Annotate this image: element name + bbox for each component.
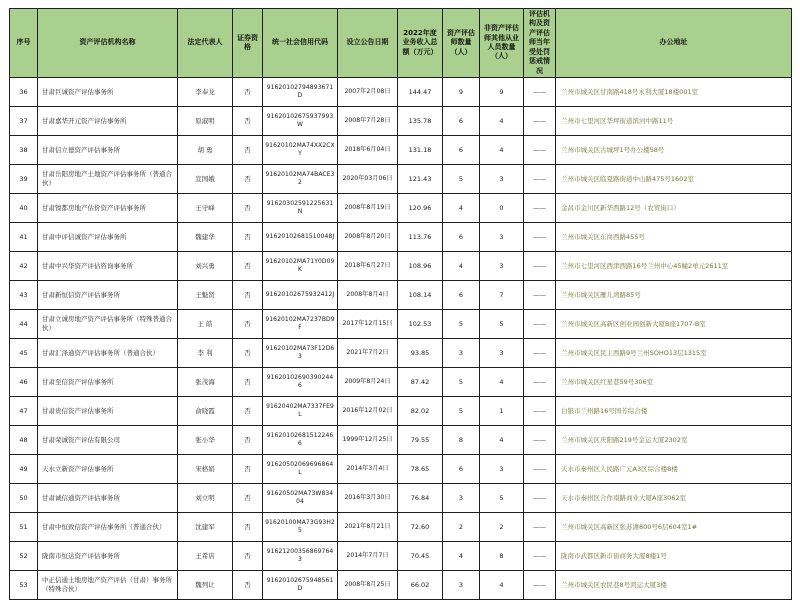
cell-securities: 否 <box>233 339 263 368</box>
cell-securities: 否 <box>233 310 263 339</box>
cell-announce_date: 2016年3月30日 <box>338 484 398 513</box>
cell-other_staff: 3 <box>480 339 524 368</box>
cell-no: 47 <box>10 397 38 426</box>
cell-income_2022: 121.43 <box>398 165 443 194</box>
cell-other_staff: 3 <box>480 223 524 252</box>
valuation-agencies-table <box>9 8 792 600</box>
cell-appraisers: 5 <box>443 165 480 194</box>
cell-legal_rep: 王 皓 <box>178 310 233 339</box>
cell-income_2022: 131.18 <box>398 136 443 165</box>
cell-legal_rep: 宣国娥 <box>178 165 233 194</box>
cell-income_2022: 79.55 <box>398 426 443 455</box>
cell-penalty: —— <box>524 165 556 194</box>
cell-securities: 否 <box>233 455 263 484</box>
cell-other_staff: 2 <box>480 513 524 542</box>
cell-income_2022: 72.60 <box>398 513 443 542</box>
cell-other_staff: 4 <box>480 368 524 397</box>
cell-appraisers: 8 <box>443 426 480 455</box>
cell-no: 42 <box>10 252 38 281</box>
cell-penalty: —— <box>524 571 556 600</box>
table-row <box>10 136 792 165</box>
cell-other_staff: 4 <box>480 426 524 455</box>
cell-name: 甘肃信立德资产评估事务所 <box>38 136 178 165</box>
cell-appraisers: 9 <box>443 78 480 107</box>
cell-appraisers: 3 <box>443 339 480 368</box>
cell-penalty: —— <box>524 281 556 310</box>
table-row <box>10 571 792 600</box>
cell-other_staff: 8 <box>480 542 524 571</box>
cell-legal_rep: 李 利 <box>178 339 233 368</box>
cell-name: 甘肃镍都房地产估价资产评估事务所 <box>38 194 178 223</box>
cell-announce_date: 2020年03月06日 <box>338 165 398 194</box>
table-row <box>10 223 792 252</box>
cell-announce_date: 2017年12月15日 <box>338 310 398 339</box>
cell-announce_date: 2009年8月24日 <box>338 368 398 397</box>
table-row <box>10 426 792 455</box>
cell-penalty: —— <box>524 78 556 107</box>
cell-announce_date: 2018年6月27日 <box>338 252 398 281</box>
cell-other_staff: 5 <box>480 484 524 513</box>
cell-no: 44 <box>10 310 38 339</box>
cell-other_staff: 0 <box>480 194 524 223</box>
cell-address: 兰州市七里河区华坪街道滨河中路11号 <box>556 107 792 136</box>
col-header-name: 资产评估机构名称 <box>38 9 178 78</box>
cell-announce_date: 2014年3月4日 <box>338 455 398 484</box>
cell-penalty: —— <box>524 513 556 542</box>
cell-credit_code: 91620102MA73F12D63 <box>263 339 338 368</box>
cell-credit_code: 916201026903902446 <box>263 368 338 397</box>
cell-name: 陇南市恒达资产评估事务所 <box>38 542 178 571</box>
cell-income_2022: 66.02 <box>398 571 443 600</box>
cell-announce_date: 2016年12月02日 <box>338 397 398 426</box>
cell-announce_date: 2018年6月04日 <box>338 136 398 165</box>
cell-legal_rep: 胡 勇 <box>178 136 233 165</box>
cell-address: 兰州市城关区雁儿湾路85号 <box>556 281 792 310</box>
cell-credit_code: 91620102MA74XX2CXY <box>263 136 338 165</box>
cell-penalty: —— <box>524 455 556 484</box>
cell-announce_date: 2021年7月2日 <box>338 339 398 368</box>
cell-income_2022: 87.42 <box>398 368 443 397</box>
cell-address: 兰州市城关区红星巷59号306室 <box>556 368 792 397</box>
cell-name: 甘肃立诚房地产资产评估事务所（特殊普通合伙） <box>38 310 178 339</box>
cell-no: 46 <box>10 368 38 397</box>
cell-other_staff: 4 <box>480 107 524 136</box>
cell-legal_rep: 宋格娟 <box>178 455 233 484</box>
cell-securities: 否 <box>233 513 263 542</box>
cell-other_staff: 3 <box>480 165 524 194</box>
cell-securities: 否 <box>233 281 263 310</box>
cell-address: 兰州市城关区临夏路街道中山路475号1602室 <box>556 165 792 194</box>
cell-income_2022: 93.85 <box>398 339 443 368</box>
table-row <box>10 78 792 107</box>
cell-securities: 否 <box>233 571 263 600</box>
cell-appraisers: 2 <box>443 513 480 542</box>
cell-securities: 否 <box>233 136 263 165</box>
cell-appraisers: 3 <box>443 571 480 600</box>
cell-penalty: —— <box>524 484 556 513</box>
cell-securities: 否 <box>233 368 263 397</box>
cell-address: 兰州市城关区农民巷8号鸿运大厦3楼 <box>556 571 792 600</box>
cell-income_2022: 108.96 <box>398 252 443 281</box>
cell-announce_date: 2007年2月08日 <box>338 78 398 107</box>
cell-address: 兰州市城关区庆阳路219号金运大厦2302室 <box>556 426 792 455</box>
cell-address: 兰州市七里河区西津西路16号兰州中心45幢2单元2611室 <box>556 252 792 281</box>
cell-credit_code: 91620102681510048J <box>263 223 338 252</box>
cell-other_staff: 3 <box>480 455 524 484</box>
cell-credit_code: 91620102MA7237BD9F <box>263 310 338 339</box>
table-row <box>10 165 792 194</box>
table-row <box>10 107 792 136</box>
cell-credit_code: 91620102MA71Y0D09K <box>263 252 338 281</box>
cell-credit_code: 91620102675948561D <box>263 571 338 600</box>
cell-appraisers: 3 <box>443 484 480 513</box>
table-header <box>10 9 792 78</box>
cell-legal_rep: 刘立明 <box>178 484 233 513</box>
cell-securities: 否 <box>233 252 263 281</box>
cell-no: 53 <box>10 571 38 600</box>
cell-securities: 否 <box>233 165 263 194</box>
cell-no: 41 <box>10 223 38 252</box>
cell-announce_date: 1999年12月25日 <box>338 426 398 455</box>
cell-securities: 否 <box>233 397 263 426</box>
cell-name: 甘肃新恒信资产评估事务所 <box>38 281 178 310</box>
cell-appraisers: 6 <box>443 281 480 310</box>
cell-legal_rep: 魏建华 <box>178 223 233 252</box>
cell-penalty: —— <box>524 339 556 368</box>
cell-legal_rep: 王希店 <box>178 542 233 571</box>
cell-income_2022: 82.02 <box>398 397 443 426</box>
col-header-other_staff: 非资产评估师其他从业人员数量（人） <box>480 9 524 78</box>
cell-other_staff: 7 <box>480 281 524 310</box>
cell-penalty: —— <box>524 252 556 281</box>
cell-address: 兰州市城关区甘南路418号永利大厦18楼001室 <box>556 78 792 107</box>
cell-penalty: —— <box>524 223 556 252</box>
cell-securities: 否 <box>233 223 263 252</box>
col-header-no: 序号 <box>10 9 38 78</box>
table-row <box>10 542 792 571</box>
cell-income_2022: 76.84 <box>398 484 443 513</box>
cell-credit_code: 91620402MA7337FE9L <box>263 397 338 426</box>
cell-appraisers: 6 <box>443 136 480 165</box>
cell-penalty: —— <box>524 397 556 426</box>
cell-credit_code: 916201026815122466 <box>263 426 338 455</box>
cell-income_2022: 135.78 <box>398 107 443 136</box>
cell-penalty: —— <box>524 107 556 136</box>
cell-credit_code: 91620502MA73W83404 <box>263 484 338 513</box>
cell-no: 40 <box>10 194 38 223</box>
cell-no: 51 <box>10 513 38 542</box>
cell-no: 52 <box>10 542 38 571</box>
cell-appraisers: 4 <box>443 252 480 281</box>
cell-address: 金昌市金川区新华西路12号（农贸街口） <box>556 194 792 223</box>
cell-address: 兰州市城关区高新区张苏滩800号6层604室1# <box>556 513 792 542</box>
cell-legal_rep: 王魁贤 <box>178 281 233 310</box>
cell-announce_date: 2008年8月4日 <box>338 281 398 310</box>
cell-credit_code: 91620102MA74BACE32 <box>263 165 338 194</box>
cell-credit_code: 91620102794893671D <box>263 78 338 107</box>
table-row <box>10 513 792 542</box>
cell-other_staff: 4 <box>480 571 524 600</box>
cell-credit_code: 916212003568697643 <box>263 542 338 571</box>
cell-no: 39 <box>10 165 38 194</box>
cell-appraisers: 5 <box>443 397 480 426</box>
col-header-address: 办公地址 <box>556 9 792 78</box>
cell-penalty: —— <box>524 136 556 165</box>
cell-legal_rep: 张茂海 <box>178 368 233 397</box>
cell-name: 甘肃荣诚资产评估有限公司 <box>38 426 178 455</box>
col-header-securities: 证券资格 <box>233 9 263 78</box>
cell-appraisers: 5 <box>443 310 480 339</box>
cell-no: 50 <box>10 484 38 513</box>
cell-appraisers: 6 <box>443 107 480 136</box>
cell-legal_rep: 刘兴勇 <box>178 252 233 281</box>
table-row <box>10 281 792 310</box>
cell-other_staff: 3 <box>480 252 524 281</box>
header-row <box>10 9 792 78</box>
cell-name: 甘肃嘉华开元资产评估事务所 <box>38 107 178 136</box>
cell-income_2022: 108.14 <box>398 281 443 310</box>
cell-legal_rep: 张小华 <box>178 426 233 455</box>
cell-penalty: —— <box>524 194 556 223</box>
cell-no: 48 <box>10 426 38 455</box>
cell-other_staff: 4 <box>480 136 524 165</box>
col-header-legal_rep: 法定代表人 <box>178 9 233 78</box>
cell-income_2022: 120.96 <box>398 194 443 223</box>
cell-securities: 否 <box>233 426 263 455</box>
cell-no: 45 <box>10 339 38 368</box>
cell-securities: 否 <box>233 194 263 223</box>
cell-penalty: —— <box>524 542 556 571</box>
cell-no: 37 <box>10 107 38 136</box>
cell-name: 甘肃贵信资产评估事务所 <box>38 397 178 426</box>
table-row <box>10 455 792 484</box>
cell-appraisers: 4 <box>443 194 480 223</box>
cell-legal_rep: 李奉龙 <box>178 78 233 107</box>
table-row <box>10 339 792 368</box>
col-header-penalty: 评估机构及资产评估师当年受处罚惩戒情况 <box>524 9 556 78</box>
table-body <box>10 78 792 600</box>
cell-name: 甘肃汇泽通资产评估事务所（普通合伙） <box>38 339 178 368</box>
cell-no: 43 <box>10 281 38 310</box>
table-row <box>10 397 792 426</box>
cell-other_staff: 5 <box>480 310 524 339</box>
cell-legal_rep: 魏列让 <box>178 571 233 600</box>
cell-name: 甘肃诚信通资产评估事务所 <box>38 484 178 513</box>
cell-income_2022: 113.76 <box>398 223 443 252</box>
cell-name: 甘肃中恒致信资产评估事务所（普通合伙） <box>38 513 178 542</box>
cell-penalty: —— <box>524 426 556 455</box>
cell-announce_date: 2021年8月21日 <box>338 513 398 542</box>
cell-appraisers: 6 <box>443 223 480 252</box>
cell-other_staff: 1 <box>480 397 524 426</box>
table-row <box>10 484 792 513</box>
cell-credit_code: 91620100MA73G93H25 <box>263 513 338 542</box>
cell-announce_date: 2014年7月7日 <box>338 542 398 571</box>
cell-announce_date: 2008年8月19日 <box>338 194 398 223</box>
cell-securities: 否 <box>233 107 263 136</box>
cell-name: 甘肃岳阳房地产土地资产评估事务所（普通合伙） <box>38 165 178 194</box>
cell-name: 天水立新资产评估事务所 <box>38 455 178 484</box>
cell-credit_code: 91620102675932412J <box>263 281 338 310</box>
cell-income_2022: 70.45 <box>398 542 443 571</box>
cell-name: 甘肃中兴华资产评估咨询事务所 <box>38 252 178 281</box>
cell-legal_rep: 沈建军 <box>178 513 233 542</box>
cell-no: 38 <box>10 136 38 165</box>
cell-other_staff: 9 <box>480 78 524 107</box>
table-row <box>10 368 792 397</box>
cell-penalty: —— <box>524 310 556 339</box>
cell-address: 兰州市城关区民主西路9号兰州SOHO13层1315室 <box>556 339 792 368</box>
cell-income_2022: 78.65 <box>398 455 443 484</box>
cell-legal_rep: 原淑明 <box>178 107 233 136</box>
col-header-appraisers: 资产评估师数量（人） <box>443 9 480 78</box>
col-header-income_2022: 2022年度业务收入总额（万元） <box>398 9 443 78</box>
cell-address: 兰州市城关区古城坪1号办公楼58号 <box>556 136 792 165</box>
cell-address: 天水市秦州区人民路广元A3区综合楼8楼 <box>556 455 792 484</box>
cell-securities: 否 <box>233 542 263 571</box>
table-row <box>10 310 792 339</box>
cell-credit_code: 91620502069696864L <box>263 455 338 484</box>
cell-name: 中正信通土地房地产资产评估（甘肃）事务所（特殊合伙） <box>38 571 178 600</box>
cell-address: 兰州市城关区东岗西路455号 <box>556 223 792 252</box>
cell-address: 白银市兰州路16号国芳综合楼 <box>556 397 792 426</box>
cell-securities: 否 <box>233 484 263 513</box>
table-row <box>10 252 792 281</box>
cell-credit_code: 91620102675937993W <box>263 107 338 136</box>
cell-announce_date: 2008年8月20日 <box>338 223 398 252</box>
cell-credit_code: 91620302591225631N <box>263 194 338 223</box>
cell-appraisers: 4 <box>443 542 480 571</box>
cell-announce_date: 2008年8月25日 <box>338 571 398 600</box>
cell-name: 甘肃中评信诚资产评估事务所 <box>38 223 178 252</box>
cell-address: 陇南市武都区新市街商务大厦8楼1号 <box>556 542 792 571</box>
cell-name: 甘肃巨诚资产评估事务所 <box>38 78 178 107</box>
col-header-credit_code: 统一社会信用代码 <box>263 9 338 78</box>
cell-announce_date: 2008年7月28日 <box>338 107 398 136</box>
cell-legal_rep: 俞晓霞 <box>178 397 233 426</box>
cell-appraisers: 5 <box>443 368 480 397</box>
table-row <box>10 194 792 223</box>
cell-no: 49 <box>10 455 38 484</box>
col-header-announce_date: 设立公告日期 <box>338 9 398 78</box>
cell-name: 甘肃至信资产评估事务所 <box>38 368 178 397</box>
cell-income_2022: 102.53 <box>398 310 443 339</box>
cell-income_2022: 144.47 <box>398 78 443 107</box>
cell-appraisers: 6 <box>443 455 480 484</box>
cell-legal_rep: 王守峰 <box>178 194 233 223</box>
cell-penalty: —— <box>524 368 556 397</box>
cell-address: 兰州市城关区高新区创业园创新大厦B座1707-B室 <box>556 310 792 339</box>
cell-no: 36 <box>10 78 38 107</box>
cell-address: 天水市秦州区合作南路商业大厦A座3062室 <box>556 484 792 513</box>
cell-securities: 否 <box>233 78 263 107</box>
